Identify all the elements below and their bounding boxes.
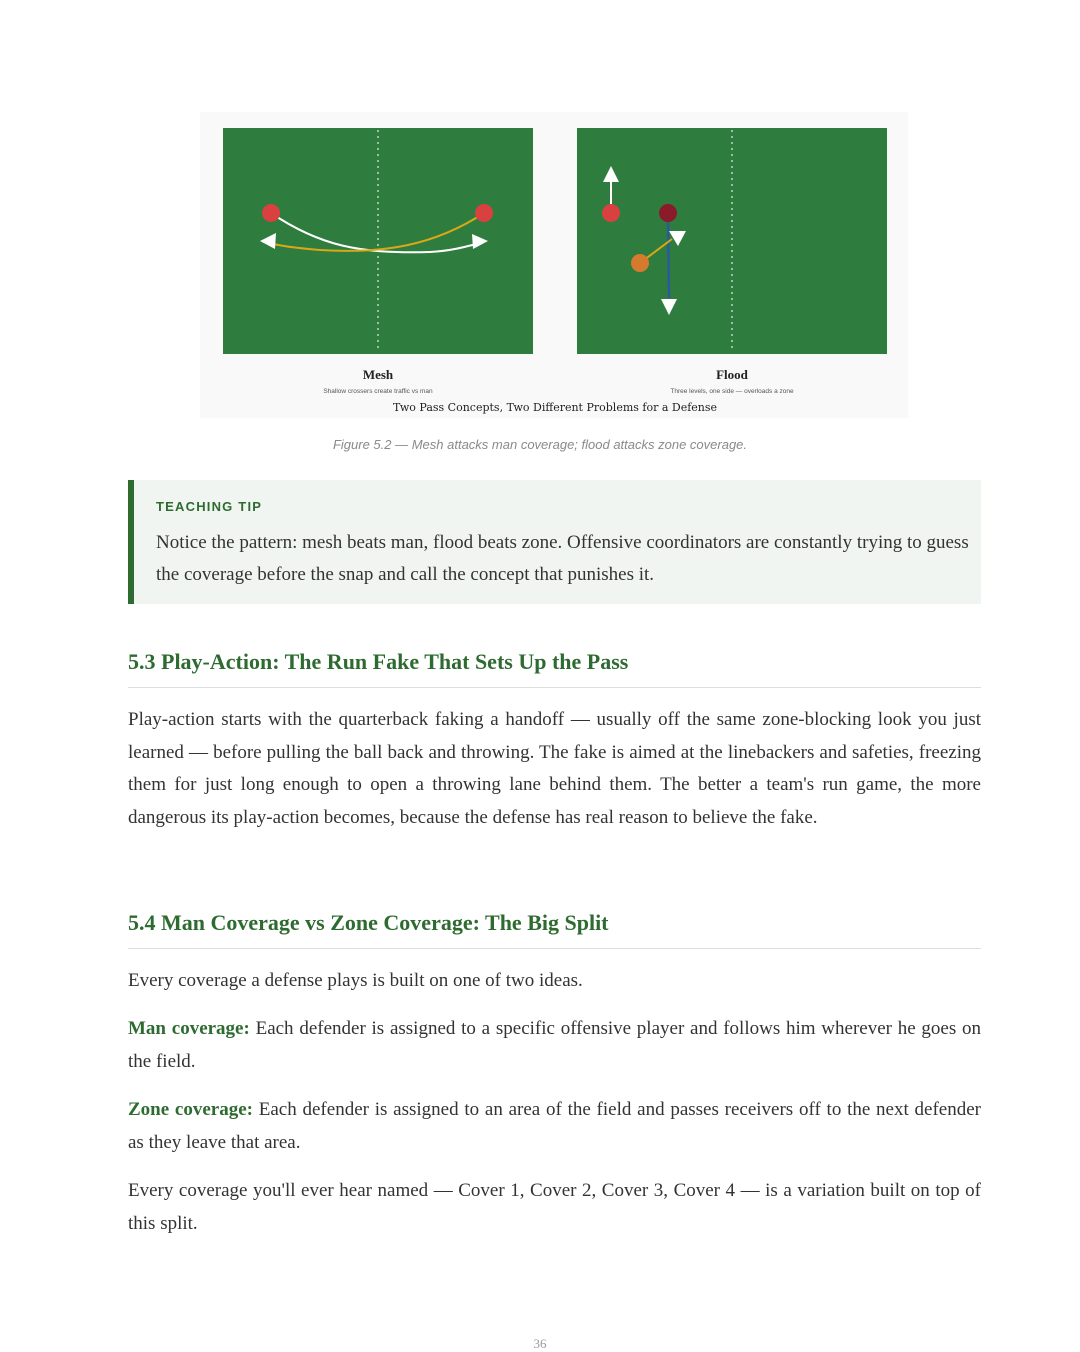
zone-coverage-text: Each defender is assigned to an area of the field and passes receivers off to the next defender as they leave that area. (128, 1099, 981, 1153)
figure-panel (200, 112, 908, 418)
flood-subtitle: Three levels, one side — overloads a zone (670, 388, 794, 395)
man-coverage-definition (128, 1013, 981, 1078)
section-5-4-intro: Every coverage a defense plays is built on one of two ideas. (128, 970, 583, 991)
man-coverage-term: Man coverage: (128, 1018, 250, 1039)
section-5-3-paragraph: Play-action starts with the quarterback faking a handoff — usually off the same zone-blocking look you just learned — before pulling the ball back and throwing. The fake is aimed at the linebackers and safeties, freezing them for just long enough to open a throwing lane behind them. The better a team's run game, the more dangerous its play-action becomes, because the defense has real reason to believe the fake. (128, 709, 981, 828)
mesh-subtitle: Shallow crossers create traffic vs man (323, 388, 433, 395)
mesh-title: Mesh (362, 367, 394, 382)
flood-back (631, 254, 649, 272)
flood-route-deep (668, 213, 669, 298)
pass-concepts-figure (200, 112, 908, 418)
mesh-receiver-right (475, 204, 493, 222)
man-coverage-text: Each defender is assigned to a specific offensive player and follows him wherever he goes on the field. (128, 1018, 982, 1072)
mesh-receiver-left (262, 204, 280, 222)
zone-coverage-term: Zone coverage: (128, 1099, 253, 1120)
figure-chart-title: Two Pass Concepts, Two Different Problems for a Defense (392, 401, 718, 414)
flood-receiver-slot (659, 204, 677, 222)
teaching-tip-callout (128, 480, 981, 604)
zone-coverage-definition (128, 1094, 981, 1159)
flood-receiver-outside (602, 204, 620, 222)
section-heading-5-4: 5.4 Man Coverage vs Zone Coverage: The Big Split (128, 910, 981, 949)
teaching-tip-label: TEACHING TIP (156, 499, 263, 514)
coverage-closing-paragraph: Every coverage you'll ever hear named — Cover 1, Cover 2, Cover 3, Cover 4 — is a variation built on top of this split. (128, 1180, 981, 1234)
figure-caption: Figure 5.2 — Mesh attacks man coverage; flood attacks zone coverage. (332, 437, 748, 452)
section-heading-5-3: 5.3 Play-Action: The Run Fake That Sets Up the Pass (128, 649, 981, 688)
teaching-tip-text: Notice the pattern: mesh beats man, flood beats zone. Offensive coordinators are constantly trying to guess the coverage before the snap and call the concept that punishes it. (156, 532, 969, 585)
page-number: 36 (533, 1336, 547, 1351)
flood-title: Flood (716, 367, 748, 382)
